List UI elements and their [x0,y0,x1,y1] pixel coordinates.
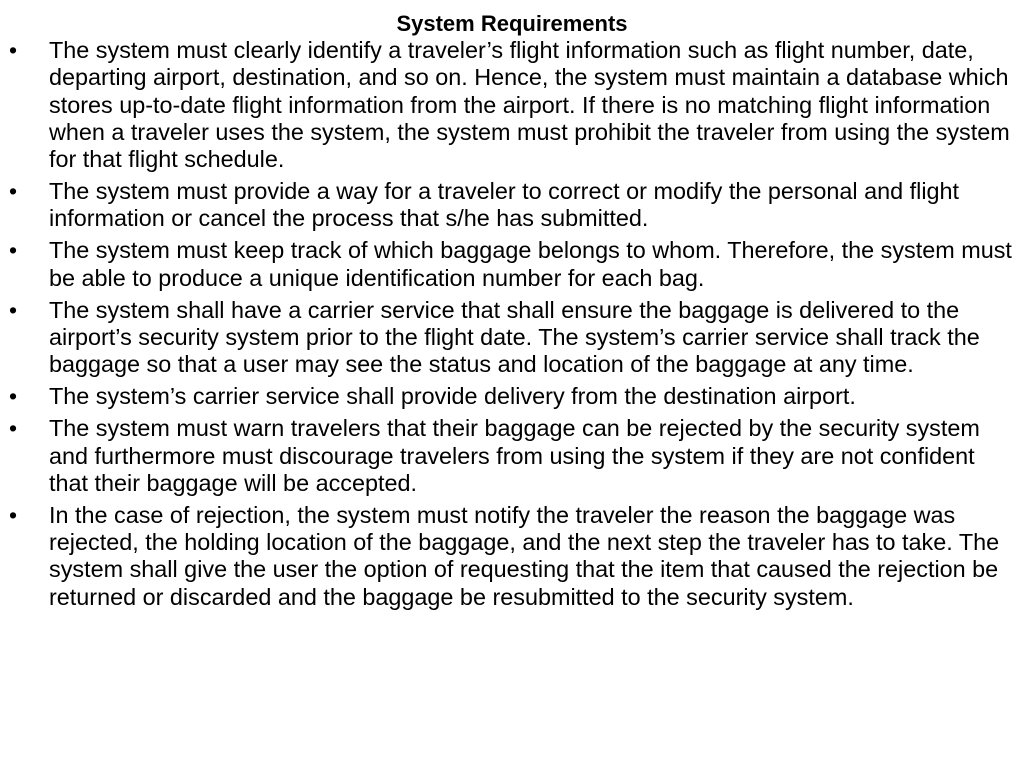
requirement-text: The system must provide a way for a traveler to correct or modify the personal and flight information or cancel the process that s/he has submitted. [49,178,960,232]
bullet-marker: • [9,37,18,63]
bullet-marker: • [9,178,18,205]
requirement-text: The system must warn travelers that their baggage can be rejected by the security system and furthermore must discourage travelers from using the system if they are not confident that their baggage will be accepted. [49,415,980,496]
bullet-marker: • [9,501,18,528]
bullet-marker: • [9,415,18,442]
requirement-item-3 [0,237,1024,292]
slide-title: System Requirements [396,11,628,36]
bullet-marker: • [9,237,18,264]
requirement-item-1 [0,37,1024,173]
bullet-marker: • [9,383,18,410]
requirement-text: The system must keep track of which baggage belongs to whom. Therefore, the system must be able to produce a unique identification number for each bag. [49,237,1012,291]
requirement-item-5 [0,383,1024,410]
requirement-text: In the case of rejection, the system must notify the traveler the reason the baggage was rejected, the holding location of the baggage, and the next step the traveler has to take. The system shall give the user the option of requesting that the item that caused the rejection be returned or discarded and the baggage be resubmitted to the security system. [49,501,1000,610]
bullet-marker: • [9,296,18,323]
requirements-list [0,37,1024,616]
requirement-text: The system must clearly identify a traveler’s flight information such as flight number, date, departing airport, destination, and so on. Hence, the system must maintain a database which stores up-to-date flight information from the airport. If there is no matching flight information when a traveler uses the system, the system must prohibit the traveler from using the system for that flight schedule. [49,37,1010,173]
requirement-item-6 [0,415,1024,497]
requirement-text: The system shall have a carrier service that shall ensure the baggage is delivered to the airport’s security system prior to the flight date. The system’s carrier service shall track the baggage so that a user may see the status and location of the baggage at any time. [49,296,980,378]
requirement-item-4 [0,297,1024,379]
requirement-text: The system’s carrier service shall provide delivery from the destination airport. [49,383,856,410]
requirement-item-2 [0,178,1024,233]
requirement-item-7 [0,502,1024,611]
